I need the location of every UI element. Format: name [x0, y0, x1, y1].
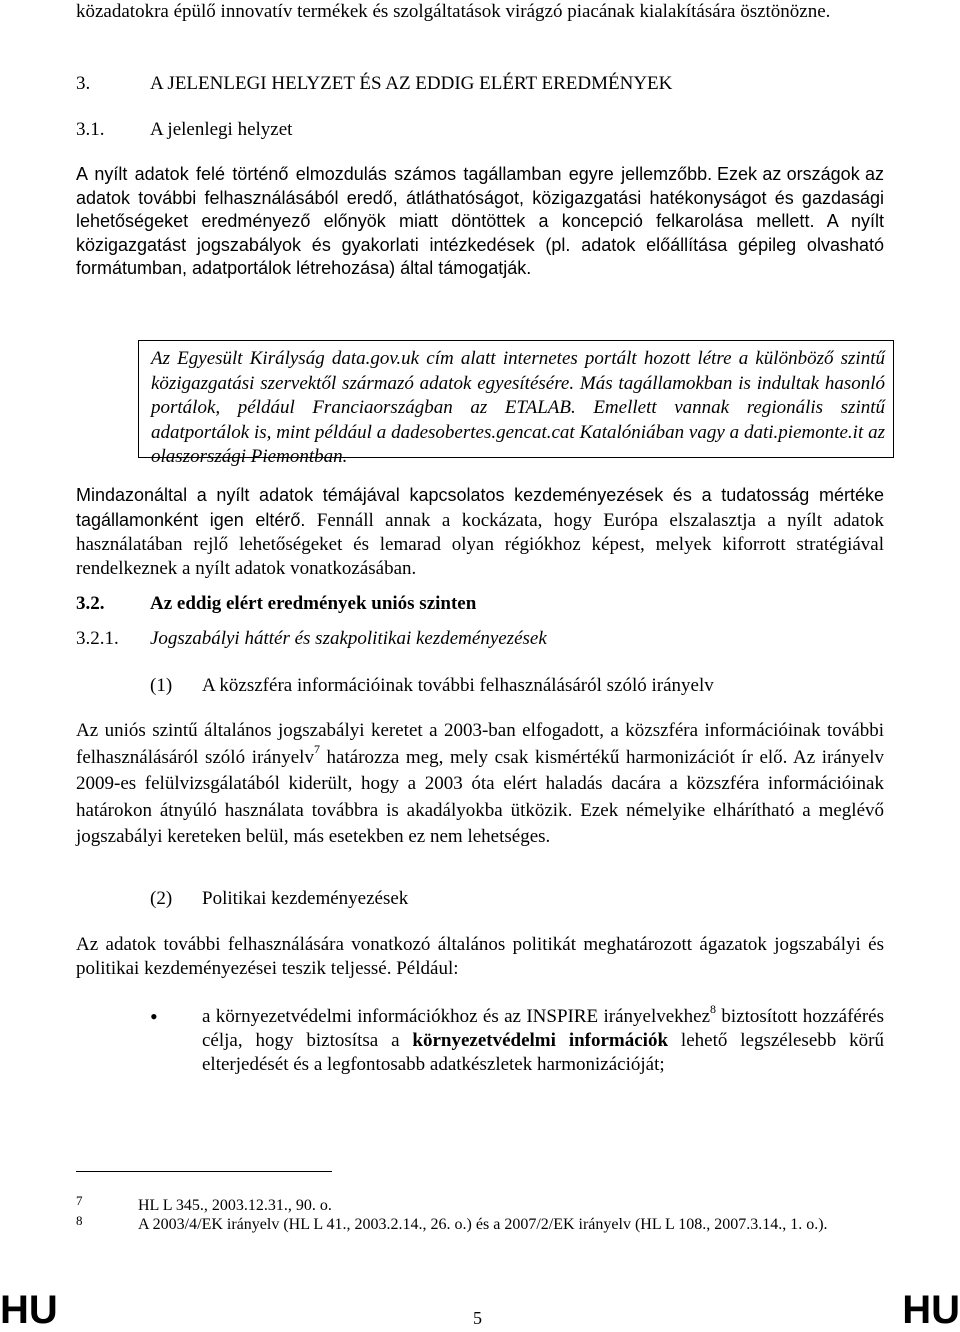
- footnote-8-number: 8: [76, 1213, 83, 1228]
- subsection-2-title: Politikai kezdeményezések: [202, 888, 409, 909]
- footnote-7-text: HL L 345., 2003.12.31., 90. o.: [138, 1197, 332, 1214]
- policy-paragraph: [76, 933, 884, 981]
- section-3-2-title: Az eddig elért eredmények uniós szinten: [150, 593, 477, 614]
- directive-text-after: határozza meg, mely csak kismértékű harmonizációt ír elő. Az irányelv 2009-es felülvizsgálatából kiderült, hogy a 2003 óta elért haladás dacára a közszféra információinak határokon átnyúló használata továbbra is akadályokba ütközik. Ezek némelyike elhárítható a meglévő jogszabályi kereteken belül, más esetekben ez nem lehetséges.: [76, 746, 885, 847]
- section-3-title: A JELENLEGI HELYZET ÉS AZ EDDIG ELÉRT EREDMÉNYEK: [150, 73, 673, 94]
- section-3-2-1-title: Jogszabályi háttér és szakpolitikai kezdeményezések: [150, 628, 547, 649]
- section-3-2-number: 3.2.: [76, 593, 105, 614]
- footnote-7-number: 7: [76, 1193, 83, 1208]
- bullet-text-2: biztosított hozzáférés célja, hogy biztosítsa a: [202, 1006, 884, 1051]
- intro-rest: Ezek az országok az adatok további felhasználásából eredő, átláthatóságot, közigazgatási hatékonyságot és gazdasági lehetőségeket eredményező előnyök miatt döntöttek a koncepció felkarolása mellett. A nyílt közigazgatást jogszabályok és gyakorlati intézkedések (pl. adatok előállítása gépileg olvasható formátumban, adatportálok létrehozása) által támogatják.: [76, 164, 885, 278]
- footnote-ref-8: 8: [710, 1001, 717, 1016]
- policy-text: Az adatok további felhasználására vonatkozó általános politikát meghatározott ágazatok jogszabályi és politikai kezdeményezései teszik teljessé. Például:: [76, 934, 884, 979]
- footer-language-right: HU: [902, 1288, 960, 1332]
- awareness-first-sentence: Mindazonáltal a nyílt adatok témájával kapcsolatos kezdeményezések és a tudatosság mértéke tagállamonként igen eltérő.: [76, 485, 884, 530]
- subsection-1-number: (1): [150, 675, 173, 696]
- bullet-bold-text: környezetvédelmi információk: [412, 1030, 669, 1051]
- directive-text-before: Az uniós szintű általános jogszabályi keretet a 2003-ban elfogadott, a közszféra információinak további felhasználásáról szóló irányelv: [76, 720, 884, 768]
- intro-paragraph: [76, 163, 884, 281]
- bullet-text-1: a környezetvédelmi információkhoz és az INSPIRE irányelvekhez: [202, 1006, 711, 1027]
- footnote-ref-7: 7: [313, 742, 320, 757]
- directive-paragraph: [76, 718, 884, 851]
- continued-paragraph: [76, 0, 884, 24]
- footnote-divider: [76, 1171, 332, 1172]
- continued-paragraph-text: közadatokra épülő innovatív termékek és szolgáltatások virágzó piacának kialakítására ösztönözne.: [76, 1, 831, 22]
- intro-first-sentence: A nyílt adatok felé történő elmozdulás számos tagállamban egyre jellemzőbb.: [76, 164, 713, 184]
- section-3-1-number: 3.1.: [76, 119, 105, 140]
- awareness-rest: Fennáll annak a kockázata, hogy Európa elszalasztja a nyílt adatok használatában rejlő lehetőségeket és lemarad olyan régiókhoz képest, melyek kiforrott stratégiával rendelkeznek a nyílt adatok vonatkozásában.: [76, 510, 884, 579]
- section-3-number: 3.: [76, 73, 91, 94]
- bullet-text-3: lehető legszélesebb körű elterjedését és a legfontosabb adatkészletek harmonizációját;: [202, 1030, 884, 1075]
- example-box: [138, 340, 894, 467]
- subsection-1-title: A közszféra információinak további felhasználásáról szóló irányelv: [202, 675, 714, 696]
- subsection-2-number: (2): [150, 888, 173, 909]
- footer-language-left: HU: [0, 1288, 58, 1332]
- section-3-1-title: A jelenlegi helyzet: [150, 119, 293, 140]
- bullet-dot-icon: •: [150, 1004, 158, 1029]
- example-box-text: Az Egyesült Királyság data.gov.uk cím alatt internetes portált hozott létre a különböző szintű közigazgatási szervektől származó adatok egyesítésére. Más tagállamokban is indultak hasonló portálok, például Franciaországban az ETALAB. Emellett vannak regionális szintű adatportálok is, mint például a dadesobertes.gencat.cat Katalóniában vagy a dati.piemonte.it az olaszországi Piemontban.: [151, 348, 885, 467]
- page-number: 5: [473, 1308, 482, 1328]
- awareness-paragraph: [76, 483, 884, 581]
- footnote-8-text: A 2003/4/EK irányelv (HL L 41., 2003.2.14., 26. o.) és a 2007/2/EK irányelv (HL L 108., 2007.3.14., 1. o.).: [138, 1216, 828, 1233]
- section-3-2-1-number: 3.2.1.: [76, 628, 119, 649]
- bullet-item: [202, 1001, 884, 1077]
